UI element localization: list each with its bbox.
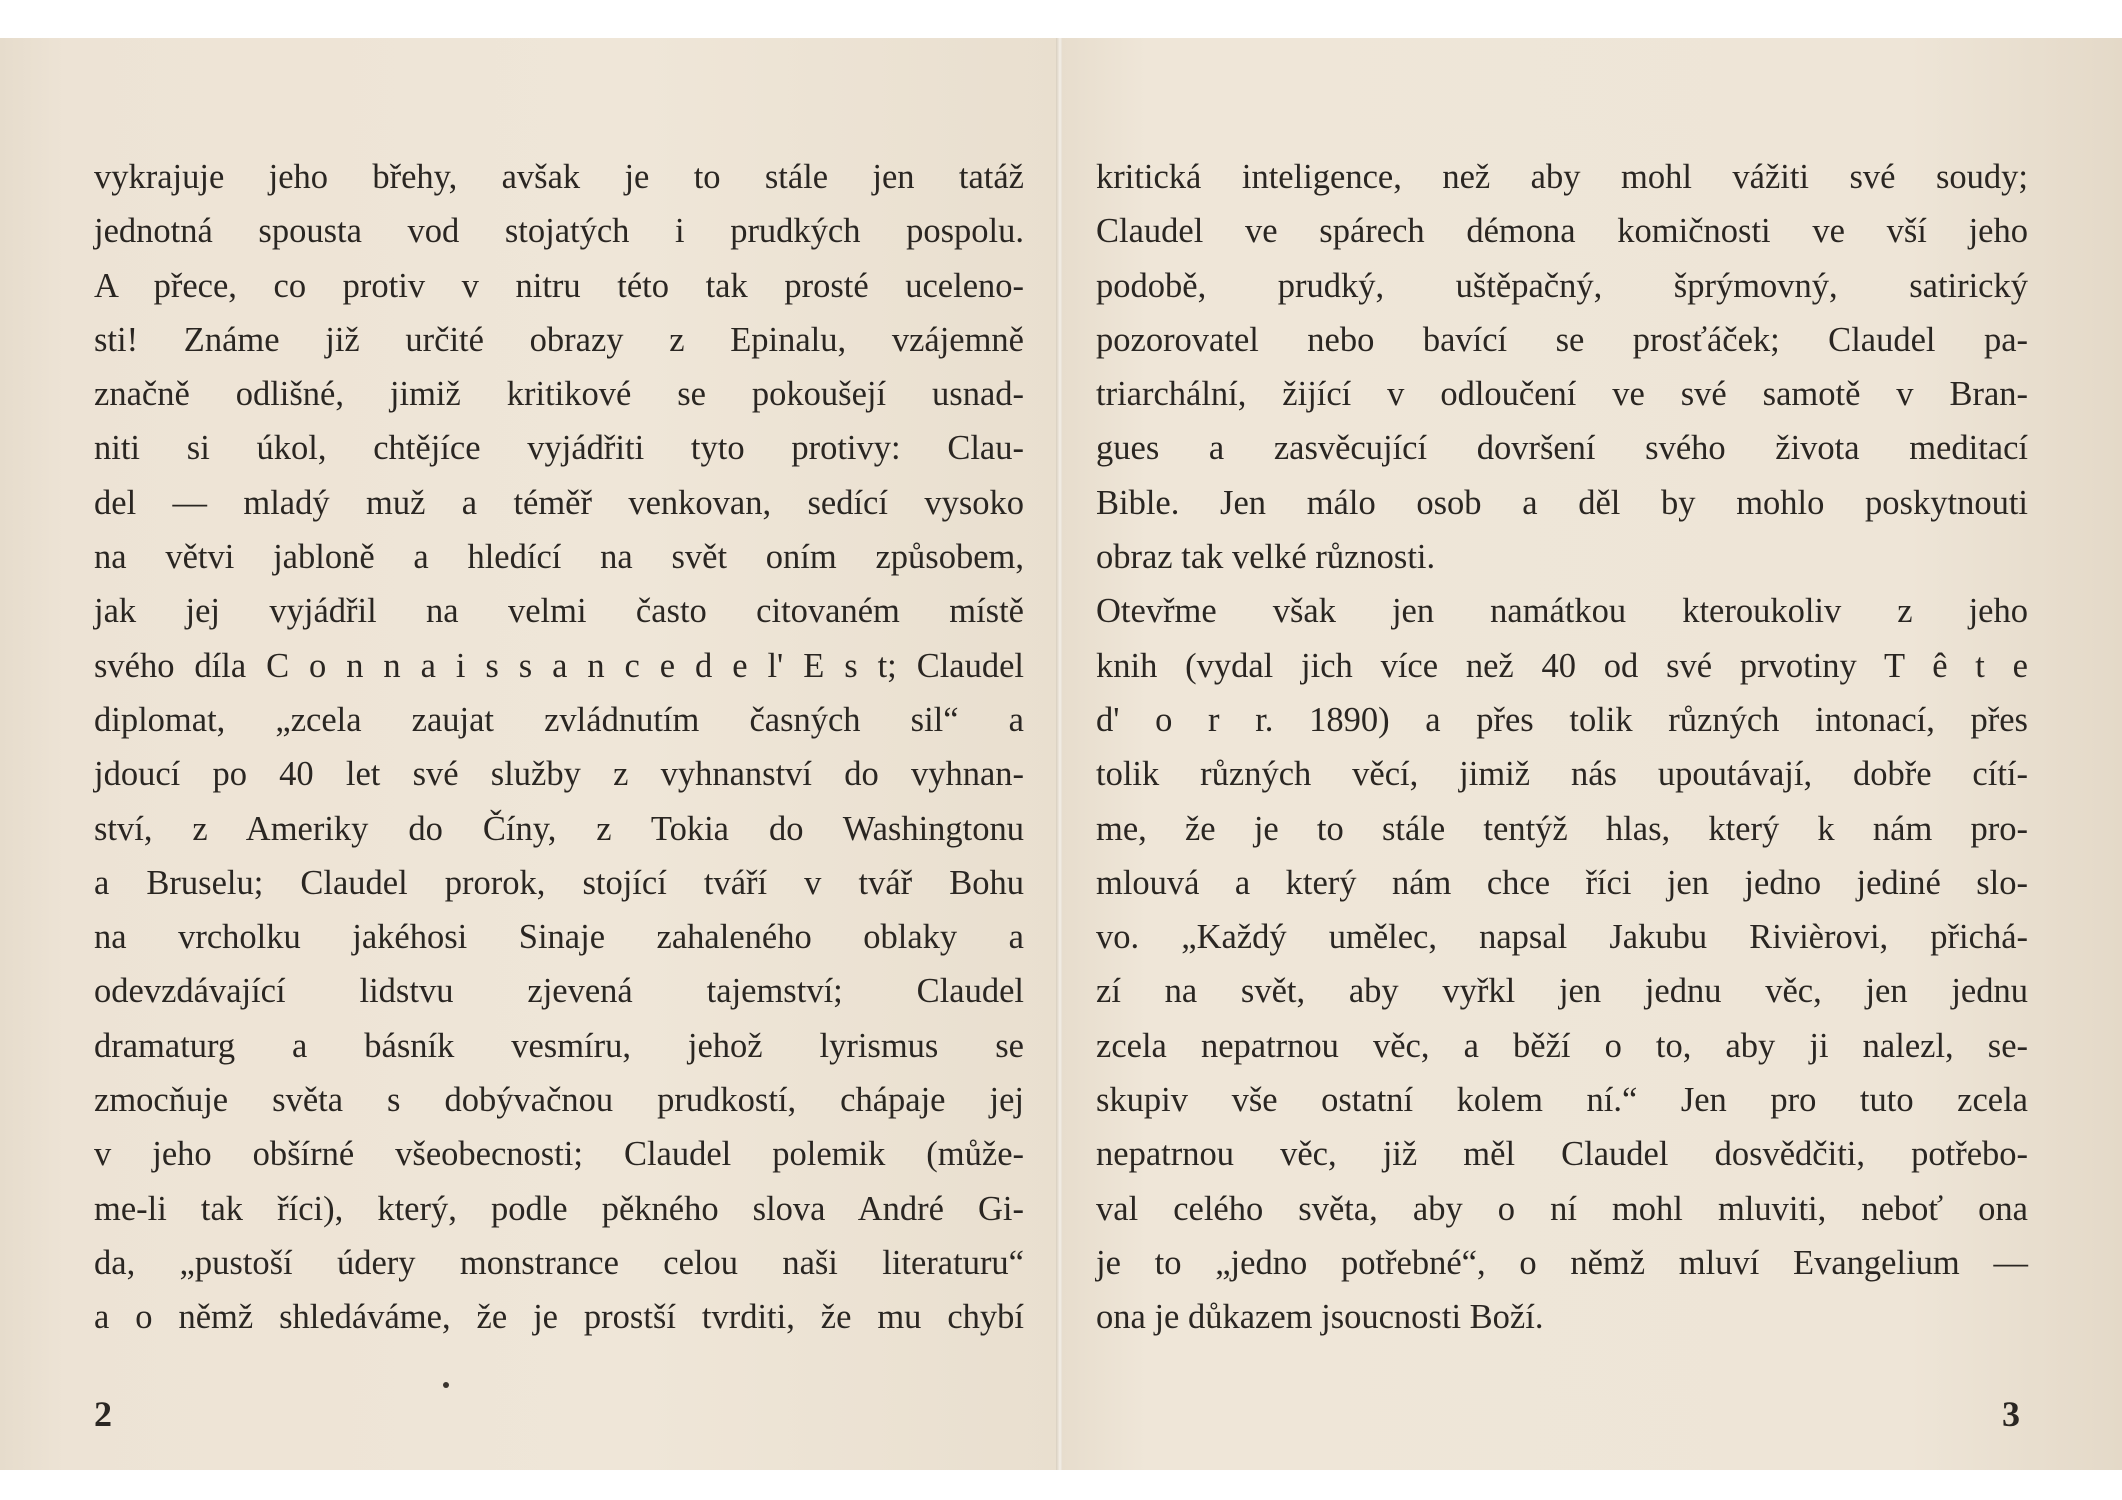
text-line: na vrcholku jakéhosi Sinaje zahaleného oblaky a bbox=[94, 918, 1024, 957]
text-line: ona je důkazem jsoucnosti Boží. bbox=[1096, 1298, 1544, 1337]
right-page-text bbox=[1096, 150, 2028, 1345]
text-line: vykrajuje jeho břehy, avšak je to stále jen tatáž bbox=[94, 158, 1024, 196]
text-line: mlouvá a který nám chce říci jen jedno jediné slo- bbox=[1096, 863, 2028, 902]
text-line: del — mladý muž a téměř venkovan, sedící vysoko bbox=[94, 483, 1024, 522]
text-line: da, „pustoší údery monstrance celou naši literaturu“ bbox=[94, 1243, 1024, 1282]
text-line: a Bruselu; Claudel prorok, stojící tváří v tvář Bohu bbox=[94, 863, 1024, 902]
text-line: podobě, prudký, uštěpačný, šprýmovný, satirický bbox=[1096, 266, 2028, 305]
text-line: vo. „Každý umělec, napsal Jakubu Rivièrovi, přichá- bbox=[1096, 918, 2028, 957]
text-line: skupiv vše ostatní kolem ní.“ Jen pro tuto zcela bbox=[1096, 1081, 2028, 1120]
text-line: gues a zasvěcující dovršení svého života meditací bbox=[1096, 429, 2028, 468]
text-line: je to „jedno potřebné“, o němž mluví Evangelium — bbox=[1096, 1243, 2028, 1282]
text-line: me-li tak říci), který, podle pěkného slova André Gi- bbox=[94, 1189, 1024, 1228]
text-line: nepatrnou věc, již měl Claudel dosvědčiti, potřebo- bbox=[1096, 1135, 2028, 1174]
text-line: svého díla C o n n a i s s a n c e d e l' E s t; Claudel bbox=[94, 646, 1024, 685]
text-line: dramaturg a básník vesmíru, jehož lyrismus se bbox=[94, 1026, 1024, 1065]
text-line: zcela nepatrnou věc, a běží o to, aby ji nalezl, se- bbox=[1096, 1026, 2028, 1065]
text-line: kritická inteligence, než aby mohl vážiti své soudy; bbox=[1096, 158, 2028, 196]
text-line: a o němž shledáváme, že je prostší tvrditi, že mu chybí bbox=[94, 1298, 1024, 1337]
text-line: obraz tak velké různosti. bbox=[1096, 538, 1436, 577]
text-line: pozorovatel nebo bavící se prosťáček; Claudel pa- bbox=[1096, 320, 2028, 359]
text-line: val celého světa, aby o ní mohl mluviti, neboť ona bbox=[1096, 1189, 2028, 1228]
text-line: Otevřme však jen namátkou kteroukoliv z jeho bbox=[1096, 592, 2028, 631]
text-line: značně odlišné, jimiž kritikové se pokoušejí usnad- bbox=[94, 375, 1024, 414]
text-line: niti si úkol, chtějíce vyjádřiti tyto protivy: Clau- bbox=[94, 429, 1024, 468]
text-line: A přece, co protiv v nitru této tak prosté ucelenо- bbox=[94, 266, 1024, 305]
text-line: d' o r r. 1890) a přes tolik různých intonací, přes bbox=[1096, 700, 2028, 739]
text-line: zí na svět, aby vyřkl jen jednu věc, jen jednu bbox=[1096, 972, 2028, 1011]
text-line: na větvi jabloně a hledící na svět oním způsobem, bbox=[94, 538, 1024, 577]
left-page bbox=[0, 38, 1058, 1470]
text-line: jak jej vyjádřil na velmi často citovaném místě bbox=[94, 592, 1024, 631]
text-line: odevzdávající lidstvu zjevená tajemství; Claudel bbox=[94, 972, 1024, 1011]
left-page-text bbox=[94, 150, 1024, 1345]
text-line: jednotná spousta vod stojatých i prudkých pospolu. bbox=[94, 212, 1024, 251]
text-line: Bible. Jen málo osob a děl by mohlo poskytnouti bbox=[1096, 483, 2028, 522]
page-number-left: 2 bbox=[94, 1394, 112, 1434]
text-line: jdoucí po 40 let své služby z vyhnanství do vyhnan- bbox=[94, 755, 1024, 794]
text-line: triarchální, žijící v odloučení ve své samotě v Bran- bbox=[1096, 375, 2028, 414]
right-page bbox=[1062, 38, 2122, 1470]
text-line: diplomat, „zcela zaujat zvládnutím časných sil“ a bbox=[94, 700, 1024, 739]
text-line: knih (vydal jich více než 40 od své prvotiny T ê t e bbox=[1096, 646, 2028, 685]
text-line: ství, z Ameriky do Číny, z Tokia do Washingtonu bbox=[94, 809, 1024, 848]
text-line: v jeho obšírné všeobecnosti; Claudel polemik (může- bbox=[94, 1135, 1024, 1174]
text-line: me, že je to stále tentýž hlas, který k nám pro- bbox=[1096, 809, 2028, 848]
text-line: tolik různých věcí, jimiž nás upoutávají, dobře cítí- bbox=[1096, 755, 2028, 794]
page-number-right: 3 bbox=[2002, 1394, 2020, 1434]
print-speck bbox=[443, 1382, 449, 1388]
text-line: Claudel ve spárech démona komičnosti ve vší jeho bbox=[1096, 212, 2028, 251]
text-line: zmocňuje světa s dobývačnou prudkostí, chápaje jej bbox=[94, 1081, 1024, 1120]
text-line: sti! Známe již určité obrazy z Epinalu, vzájemně bbox=[94, 320, 1024, 359]
